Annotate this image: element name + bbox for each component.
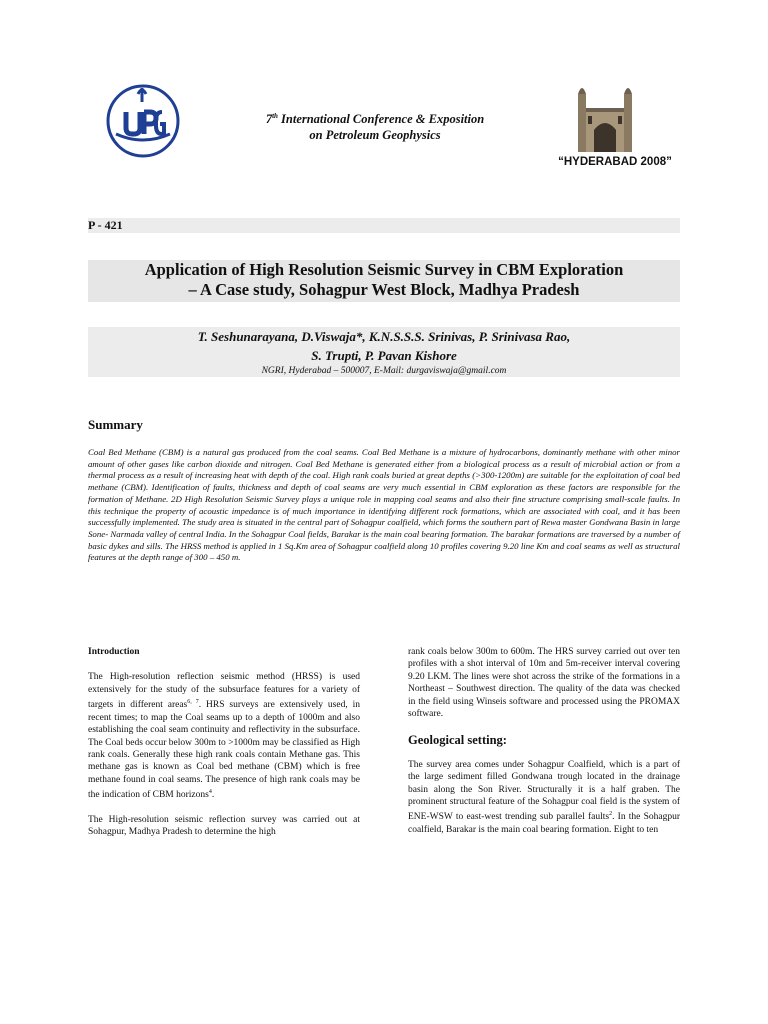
intro-text-c: . (211, 790, 215, 801)
title-line1: Application of High Resolution Seismic Survey in CBM Exploration (144, 260, 624, 279)
geo-text-a: The survey area comes under Sohagpur Coalfield, which is a part of the large sediment filled Gondwana trough located in the drainage basin along the Son River. Structurally it is a half graben. The prominent structural feature of the Sohagpur coal field is the system of ENE-WSW to east-west trending sub parallel faults (408, 759, 680, 823)
geological-setting-heading: Geological setting: (408, 733, 507, 748)
summary-heading: Summary (88, 417, 143, 432)
intro-ref-1: 6, 7 (187, 699, 199, 706)
intro-ref-2: 4 (208, 789, 212, 796)
introduction-heading: Introduction (88, 647, 140, 657)
conference-line2: on Petroleum Geophysics (309, 128, 441, 143)
right-column (408, 646, 680, 848)
intro-text-b: . HRS surveys are extensively used, in recent times; to map the Coal seams up to a depth of 1000m and also establishing the coal seam continuity and reflectivity in the subsurface. The Coal beds occur below 300m to >1000m may be classified as High rank coals. Generally these high rank coals contain Methane gas. This methane gas is known as Coal bed methane (CBM) which is free methane found in coal seams. The presence of high rank coals may be the indication of CBM horizons (88, 700, 361, 801)
charminar-icon (574, 80, 636, 154)
geo-ref: 2 (609, 811, 613, 818)
introduction-paragraph-1 (88, 671, 360, 801)
geo-text-b: . In the Sohagpur coalfield, Barakar is the main coal bearing formation. Eight to ten (408, 812, 680, 836)
spg-logo (104, 82, 182, 160)
author-block (88, 327, 680, 377)
paper-id: P - 421 (88, 218, 680, 233)
venue-label: “HYDERABAD 2008” (558, 156, 672, 168)
paper-title (88, 260, 680, 302)
conference-title (240, 108, 510, 143)
intro-text-a: The High-resolution reflection seismic method (HRSS) is used extensively for the study of the subsurface features for a variety of targets in different areas (88, 672, 360, 711)
conference-ordinal-suffix: th (272, 112, 278, 120)
summary-text: Coal Bed Methane (CBM) is a natural gas produced from the coal seams. Coal Bed Methane is a mixture of hydrocarbons, dominantly methane with other minor amount of other gases like carbon dioxide and nitrogen. Coal Bed Methane is generated either from a biological process as a result of microbial action or from a thermal process as a result of increasing heat with depth of the coal. High rank coals buried at great depths (>300-1200m) are suitable for the exploitation of coal bed methane (CBM). Identification of faults, thickness and depth of coal seams are very much essential in CBM exploration as these factors are responsible for the formation of Methane. 2D High Resolution Seismic Survey plays a unique role in mapping coal seams and also their fine structure comprising small-scale faults. In this technique the property of acoustic impedance is of much importance in identifying different rock formations, which are associated with coal, and it has been successfully implemented. The study area is situated in the central part of Sohagpur coalfield, which forms the southern part of Rewa master Gondwana Basin in large Sone- Narmada valley of central India. In the Sohagpur Coal fields, Barakar is the main coal bearing formation. The barakar formations are traversed by a number of basic dykes and sills. The HRSS method is applied in 1 Sq.Km area of Sohagpur coalfield along 10 profiles covering 9.20 line Km and coal seams as well as structural features at the depth range of 300 – 450 m. (88, 447, 680, 563)
left-column (88, 646, 360, 851)
introduction-paragraph-2: The High-resolution seismic reflection survey was carried out at Sohagpur, Madhya Pradesh to determine the high (88, 814, 360, 838)
conference-line1: International Conference & Exposition (277, 112, 485, 127)
right-paragraph-1: rank coals below 300m to 600m. The HRS survey carried out over ten profiles with a shot interval of 10m and 5m-receiver interval covering 9.20 LKM. The lines were shot across the strike of the formations in a Northeast – Southwest direction. The quality of the data was checked in the field using Winseis software and processed using the PROMAX software. (408, 647, 680, 720)
title-line2: – A Case study, Sohagpur West Block, Madhya Pradesh (188, 280, 580, 299)
affiliation: NGRI, Hyderabad – 500007, E-Mail: durgaviswaja@gmail.com (261, 366, 507, 376)
geological-paragraph (408, 759, 680, 837)
authors-line2: S. Trupti, P. Pavan Kishore (311, 348, 457, 363)
conference-ordinal: 7 (265, 112, 273, 127)
authors-line1: T. Seshunarayana, D.Viswaja*, K.N.S.S.S. Srinivas, P. Srinivasa Rao, (197, 329, 571, 344)
